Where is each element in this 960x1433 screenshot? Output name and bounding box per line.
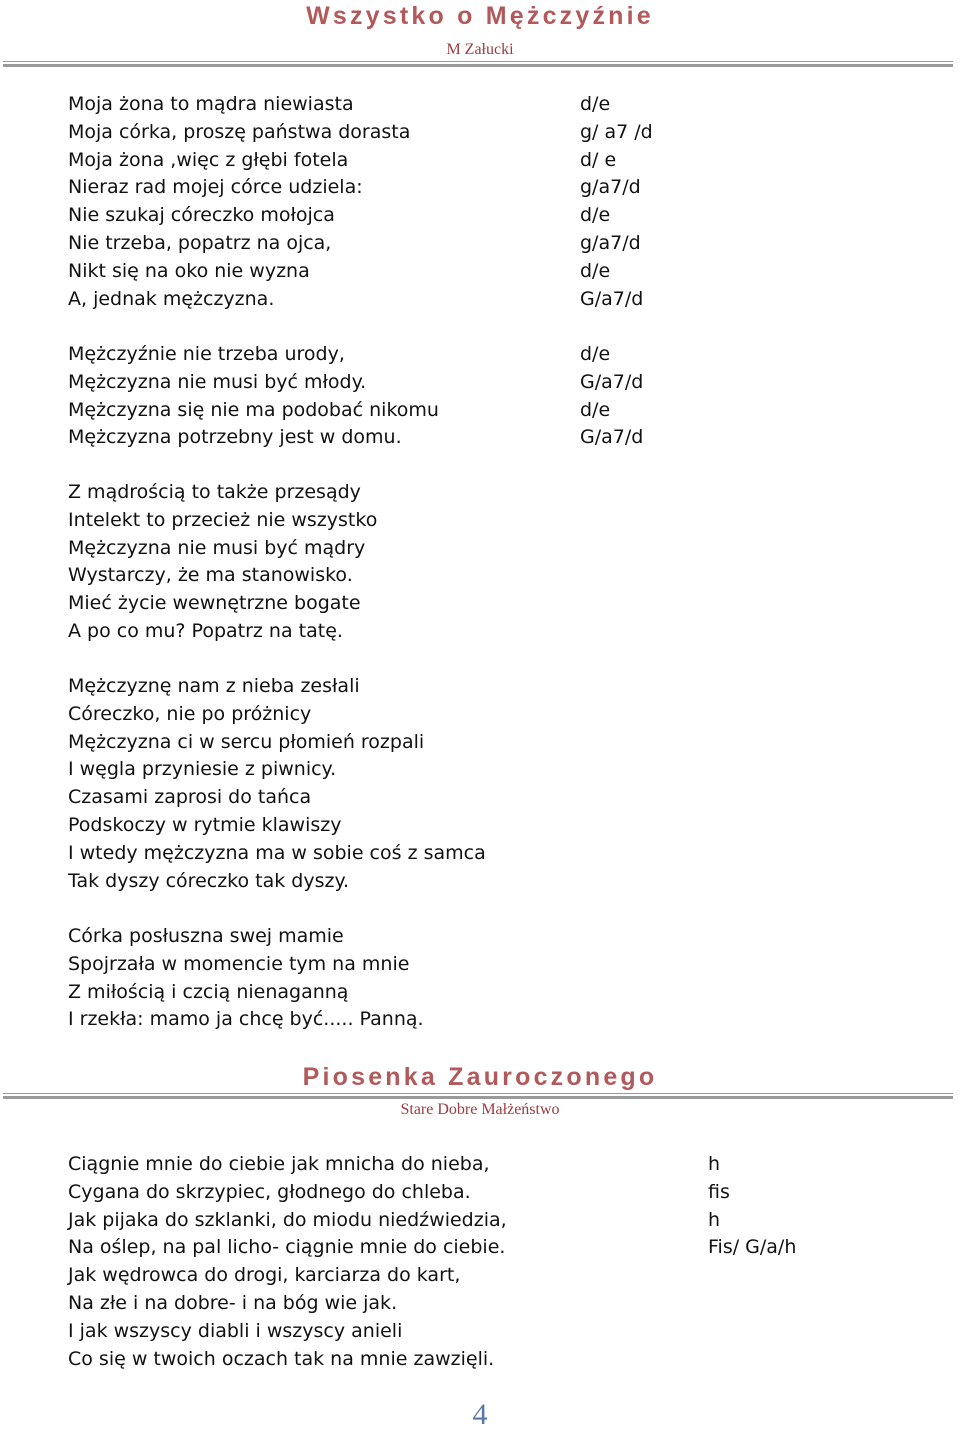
- chord-text: g/a7/d: [580, 231, 641, 254]
- lyric-text: Mieć życie wewnętrzne bogate: [68, 592, 361, 615]
- lyric-text: Na oślep, na pal licho- ciągnie mnie do ciebie.: [68, 1236, 506, 1259]
- lyric-text: Intelekt to przecież nie wszystko: [68, 508, 378, 531]
- title-divider: [3, 61, 953, 67]
- lyric-text: Nie trzeba, popatrz na ojca,: [68, 231, 332, 254]
- chord-text: d/ e: [580, 148, 617, 171]
- lyric-text: I rzekła: mamo ja chcę być..... Panną.: [68, 1008, 424, 1031]
- lyric-text: Nie szukaj córeczko mołojca: [68, 204, 335, 227]
- chord-text: d/e: [580, 343, 611, 365]
- lyric-text: Mężczyzna nie musi być młody.: [68, 370, 367, 393]
- song-author: M Załucki: [446, 41, 514, 58]
- lyric-text: Mężczyzna nie musi być mądry: [68, 536, 366, 559]
- lyric-text: Moja żona to mądra niewiasta: [68, 93, 354, 115]
- chord-text: g/a7/d: [580, 176, 641, 199]
- lyric-text: Mężczyzna się nie ma podobać nikomu: [68, 398, 439, 421]
- lyric-text: Mężczyznę nam z nieba zesłali: [68, 675, 360, 697]
- chord-text: d/e: [580, 93, 611, 115]
- lyric-text: Cygana do skrzypiec, głodnego do chleba.: [68, 1180, 471, 1203]
- chord-text: G/a7/d: [580, 426, 644, 449]
- lyric-text: I węgla przyniesie z piwnicy.: [68, 758, 337, 781]
- lyric-text: Mężczyzna potrzebny jest w domu.: [68, 426, 402, 449]
- lyric-text: Na złe i na dobre- i na bóg wie jak.: [68, 1291, 398, 1314]
- lyric-text: Córeczko, nie po próżnicy: [68, 702, 312, 725]
- lyric-text: Tak dyszy córeczko tak dyszy.: [68, 869, 350, 892]
- lyric-text: Ciągnie mnie do ciebie jak mnicha do nieba,: [68, 1153, 490, 1175]
- lyric-text: Moja żona ,więc z głębi fotela: [68, 148, 349, 171]
- lyric-text: Córka posłuszna swej mamie: [68, 925, 344, 947]
- lyric-text: Spojrzała w momencie tym na mnie: [68, 952, 410, 975]
- chord-text: Fis/ G/a/h: [708, 1236, 797, 1259]
- lyric-text: I wtedy mężczyzna ma w sobie coś z samca: [68, 841, 486, 864]
- lyric-text: Z miłością i czcią nienaganną: [68, 980, 349, 1003]
- title-divider: [3, 1093, 953, 1099]
- lyric-text: Jak wędrowca do drogi, karciarza do kart,: [68, 1264, 461, 1287]
- chord-text: G/a7/d: [580, 370, 644, 393]
- song-author: Stare Dobre Małżeństwo: [400, 1101, 560, 1118]
- lyric-text: Mężczyźnie nie trzeba urody,: [68, 343, 345, 365]
- chord-text: g/ a7 /d: [580, 120, 653, 143]
- lyric-text: Nikt się na oko nie wyzna: [68, 259, 310, 282]
- chord-text: h: [708, 1153, 721, 1175]
- chord-text: d/e: [580, 204, 611, 227]
- lyric-text: Wystarczy, że ma stanowisko.: [68, 564, 353, 587]
- chord-text: h: [708, 1208, 721, 1231]
- lyric-text: A po co mu? Popatrz na tatę.: [68, 619, 343, 642]
- chord-text: fis: [708, 1180, 730, 1203]
- chord-text: G/a7/d: [580, 287, 644, 310]
- song-title: Piosenka Zauroczonego: [302, 1063, 658, 1091]
- lyric-text: A, jednak mężczyzna.: [68, 287, 275, 310]
- chord-text: d/e: [580, 259, 611, 282]
- lyric-text: Z mądrością to także przesądy: [68, 481, 361, 503]
- song-title: Wszystko o Mężczyźnie: [306, 2, 654, 30]
- lyric-text: Nieraz rad mojej córce udziela:: [68, 176, 363, 199]
- lyric-text: I jak wszyscy diabli i wszyscy anieli: [68, 1319, 403, 1342]
- lyric-text: Czasami zaprosi do tańca: [68, 786, 312, 809]
- lyric-text: Podskoczy w rytmie klawiszy: [68, 813, 342, 836]
- lyric-text: Mężczyzna ci w sercu płomień rozpali: [68, 730, 425, 753]
- page-number: 4: [472, 1398, 488, 1431]
- lyric-text: Moja córka, proszę państwa dorasta: [68, 120, 411, 143]
- lyric-text: Co się w twoich oczach tak na mnie zawzięli.: [68, 1347, 495, 1370]
- chord-text: d/e: [580, 398, 611, 421]
- lyric-text: Jak pijaka do szklanki, do miodu niedźwiedzia,: [68, 1208, 507, 1231]
